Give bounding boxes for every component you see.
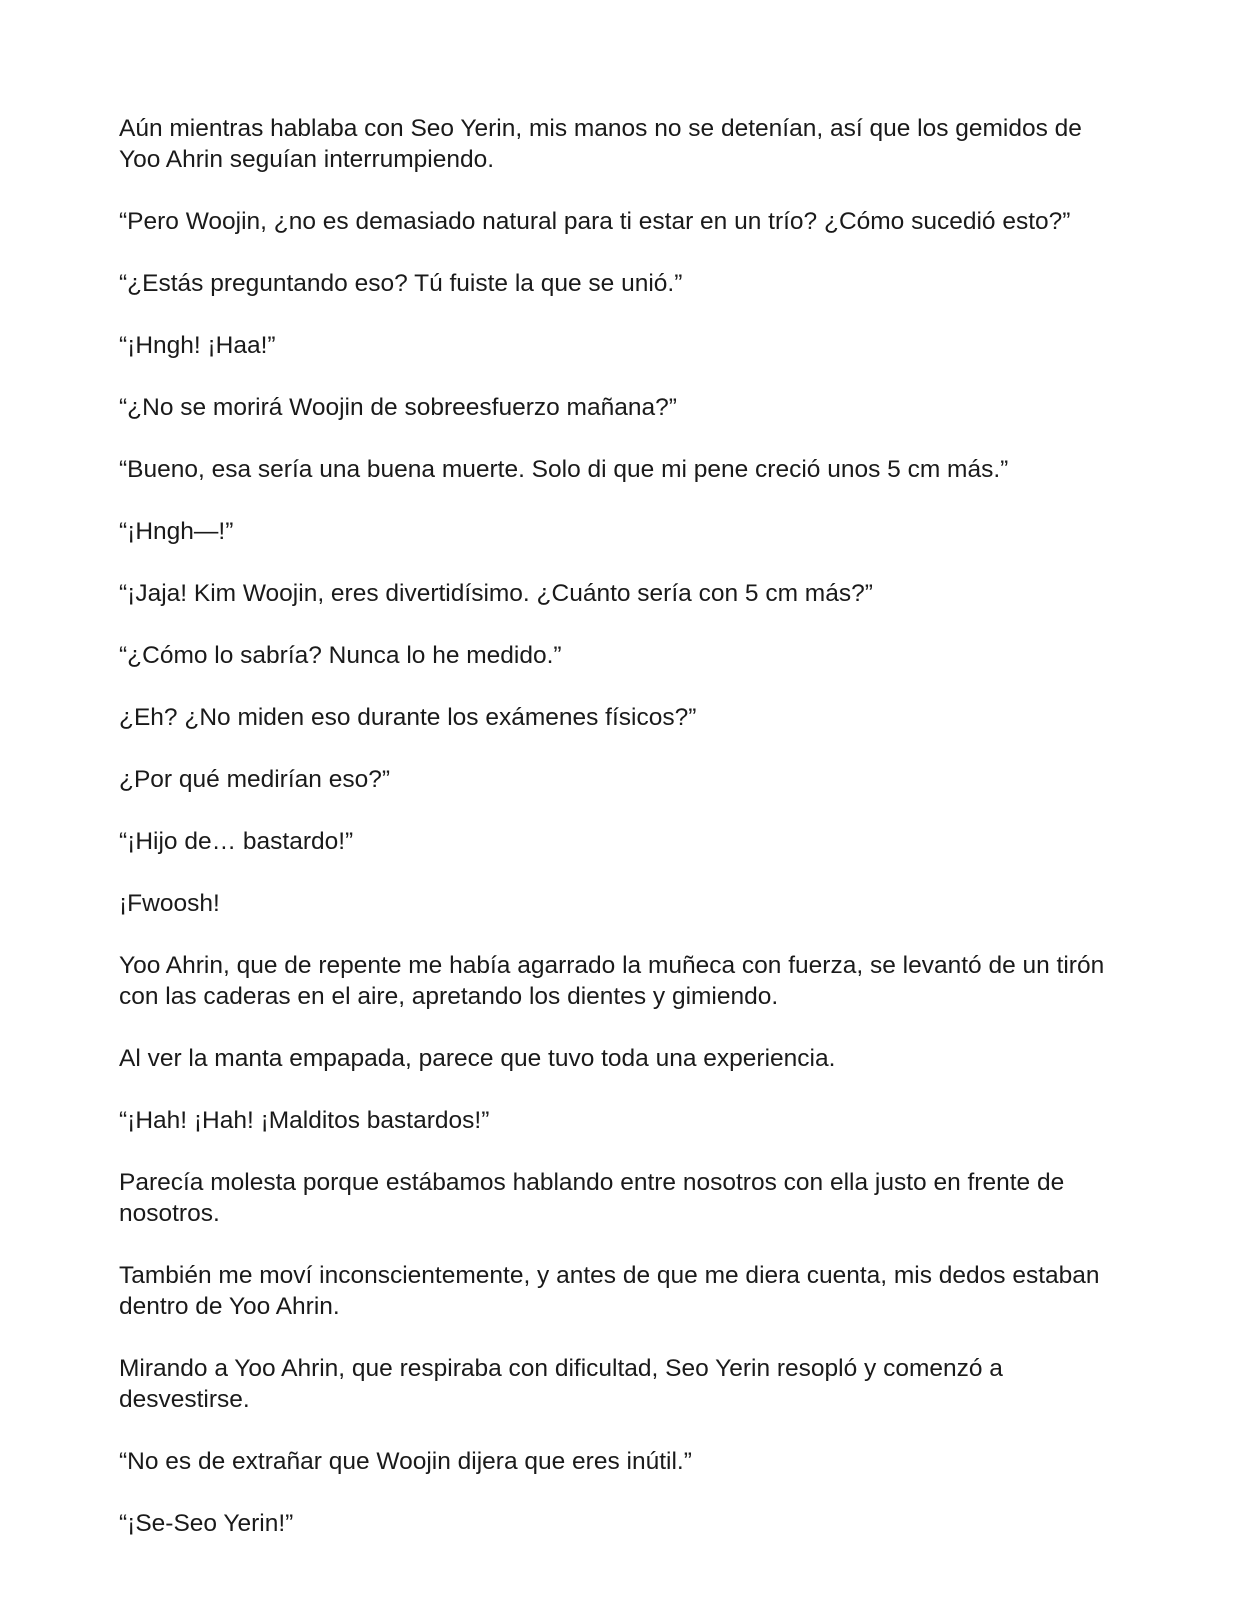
paragraph: ¿Por qué medirían eso?” (119, 766, 390, 793)
paragraph: “¡Hngh! ¡Haa!” (119, 332, 276, 359)
paragraph: “¡Hah! ¡Hah! ¡Malditos bastardos!” (119, 1107, 490, 1134)
paragraph: Al ver la manta empapada, parece que tuvo toda una experiencia. (119, 1045, 836, 1072)
paragraph: “¡Hngh—!” (119, 518, 234, 545)
paragraph: “¡Se-Seo Yerin!” (119, 1510, 294, 1537)
paragraph: Aún mientras hablaba con Seo Yerin, mis manos no se detenían, así que los gemidos de Yoo Ahrin seguían interrumpiendo. (119, 115, 1082, 173)
paragraph: Parecía molesta porque estábamos hablando entre nosotros con ella justo en frente de nosotros. (119, 1169, 1065, 1227)
paragraph: “Bueno, esa sería una buena muerte. Solo di que mi pene creció unos 5 cm más.” (119, 456, 1009, 483)
paragraph: Mirando a Yoo Ahrin, que respiraba con dificultad, Seo Yerin resopló y comenzó a desvestirse. (119, 1355, 1003, 1413)
paragraph: “¿No se morirá Woojin de sobreesfuerzo mañana?” (119, 394, 677, 421)
paragraph: ¡Fwoosh! (119, 890, 220, 917)
paragraph: Yoo Ahrin, que de repente me había agarrado la muñeca con fuerza, se levantó de un tirón con las caderas en el aire, apretando los dientes y gimiendo. (119, 952, 1105, 1010)
paragraph: “¡Hijo de… bastardo!” (119, 828, 354, 855)
paragraph: “¿Cómo lo sabría? Nunca lo he medido.” (119, 642, 562, 669)
paragraph: “¡Jaja! Kim Woojin, eres divertidísimo. ¿Cuánto sería con 5 cm más?” (119, 580, 873, 607)
paragraph: ¿Eh? ¿No miden eso durante los exámenes físicos?” (119, 704, 697, 731)
paragraph: También me moví inconscientemente, y antes de que me diera cuenta, mis dedos estaban dentro de Yoo Ahrin. (119, 1262, 1100, 1320)
paragraph: “¿Estás preguntando eso? Tú fuiste la que se unió.” (119, 270, 683, 297)
paragraph: “No es de extrañar que Woojin dijera que eres inútil.” (119, 1448, 692, 1475)
paragraph: “Pero Woojin, ¿no es demasiado natural para ti estar en un trío? ¿Cómo sucedió esto?” (119, 208, 1071, 235)
document-body (119, 113, 1129, 1570)
